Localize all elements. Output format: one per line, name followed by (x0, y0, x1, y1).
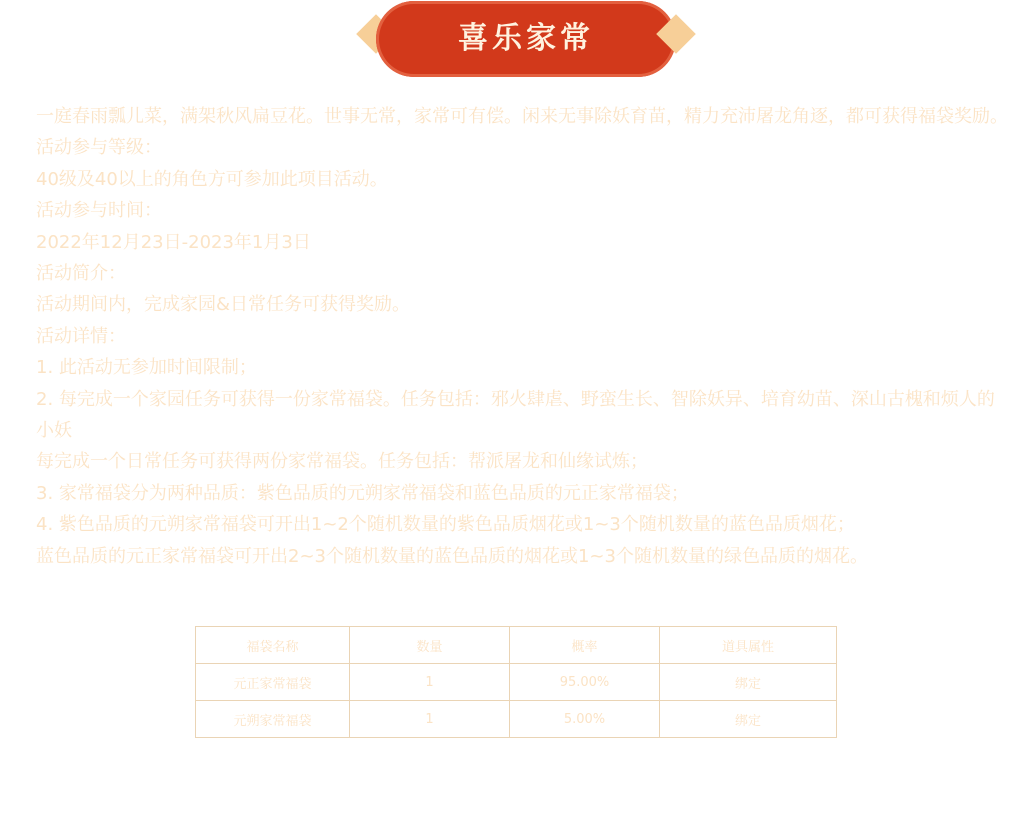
cell-item-attribute: 绑定 (660, 664, 837, 701)
reward-table (195, 626, 837, 738)
header-item-attribute: 道具属性 (660, 627, 837, 664)
level-requirement: 40级及40以上的角色方可参加此项目活动。 (36, 168, 388, 190)
table-header-row (196, 627, 837, 664)
detail-item-4-continued: 蓝色品质的元正家常福袋可开出2~3个随机数量的蓝色品质的烟花或1~3个随机数量的绿色品质的烟花。 (36, 545, 868, 567)
summary-text: 活动期间内，完成家园&日常任务可获得奖励。 (36, 294, 411, 316)
header-bag-name: 福袋名称 (196, 627, 350, 664)
details-heading: 活动详情： (36, 325, 126, 347)
cell-probability: 95.00% (510, 664, 660, 701)
detail-item-4: 4. 紫色品质的元朔家常福袋可开出1~2个随机数量的紫色品质烟花或1~3个随机数量的蓝色品质烟花； (36, 514, 855, 536)
event-description (36, 101, 1008, 572)
detail-item-2: 2. 每完成一个家园任务可获得一份家常福袋。任务包括：邪火肆虐、野蛮生长、智除妖异、培育幼苗、深山古槐和烦人的小妖 (36, 388, 995, 442)
header-probability: 概率 (510, 627, 660, 664)
cell-probability: 5.00% (510, 701, 660, 738)
summary-heading: 活动简介： (36, 263, 126, 285)
reward-table-container (195, 626, 837, 738)
detail-item-1: 1. 此活动无参加时间限制； (36, 357, 257, 379)
cell-bag-name: 元朔家常福袋 (196, 701, 350, 738)
detail-item-3: 3. 家常福袋分为两种品质：紫色品质的元朔家常福袋和蓝色品质的元正家常福袋； (36, 482, 689, 504)
cell-item-attribute: 绑定 (660, 701, 837, 738)
intro-paragraph: 一庭春雨瓢儿菜，满架秋风扁豆花。世事无常，家常可有偿。闲来无事除妖育苗，精力充沛屠龙角逐，都可获得福袋奖励。 (36, 106, 1008, 127)
cell-quantity: 1 (350, 701, 510, 738)
cell-bag-name: 元正家常福袋 (196, 664, 350, 701)
time-heading: 活动参与时间： (36, 200, 162, 222)
page-title: 喜乐家常 (458, 21, 594, 56)
table-row (196, 664, 837, 701)
header-quantity: 数量 (350, 627, 510, 664)
table-row (196, 701, 837, 738)
cell-quantity: 1 (350, 664, 510, 701)
level-heading: 活动参与等级： (36, 137, 162, 159)
title-banner (356, 0, 696, 80)
event-date-range: 2022年12月23日-2023年1月3日 (36, 231, 311, 253)
detail-item-2-continued: 每完成一个日常任务可获得两份家常福袋。任务包括：帮派屠龙和仙缘试炼； (36, 451, 648, 473)
